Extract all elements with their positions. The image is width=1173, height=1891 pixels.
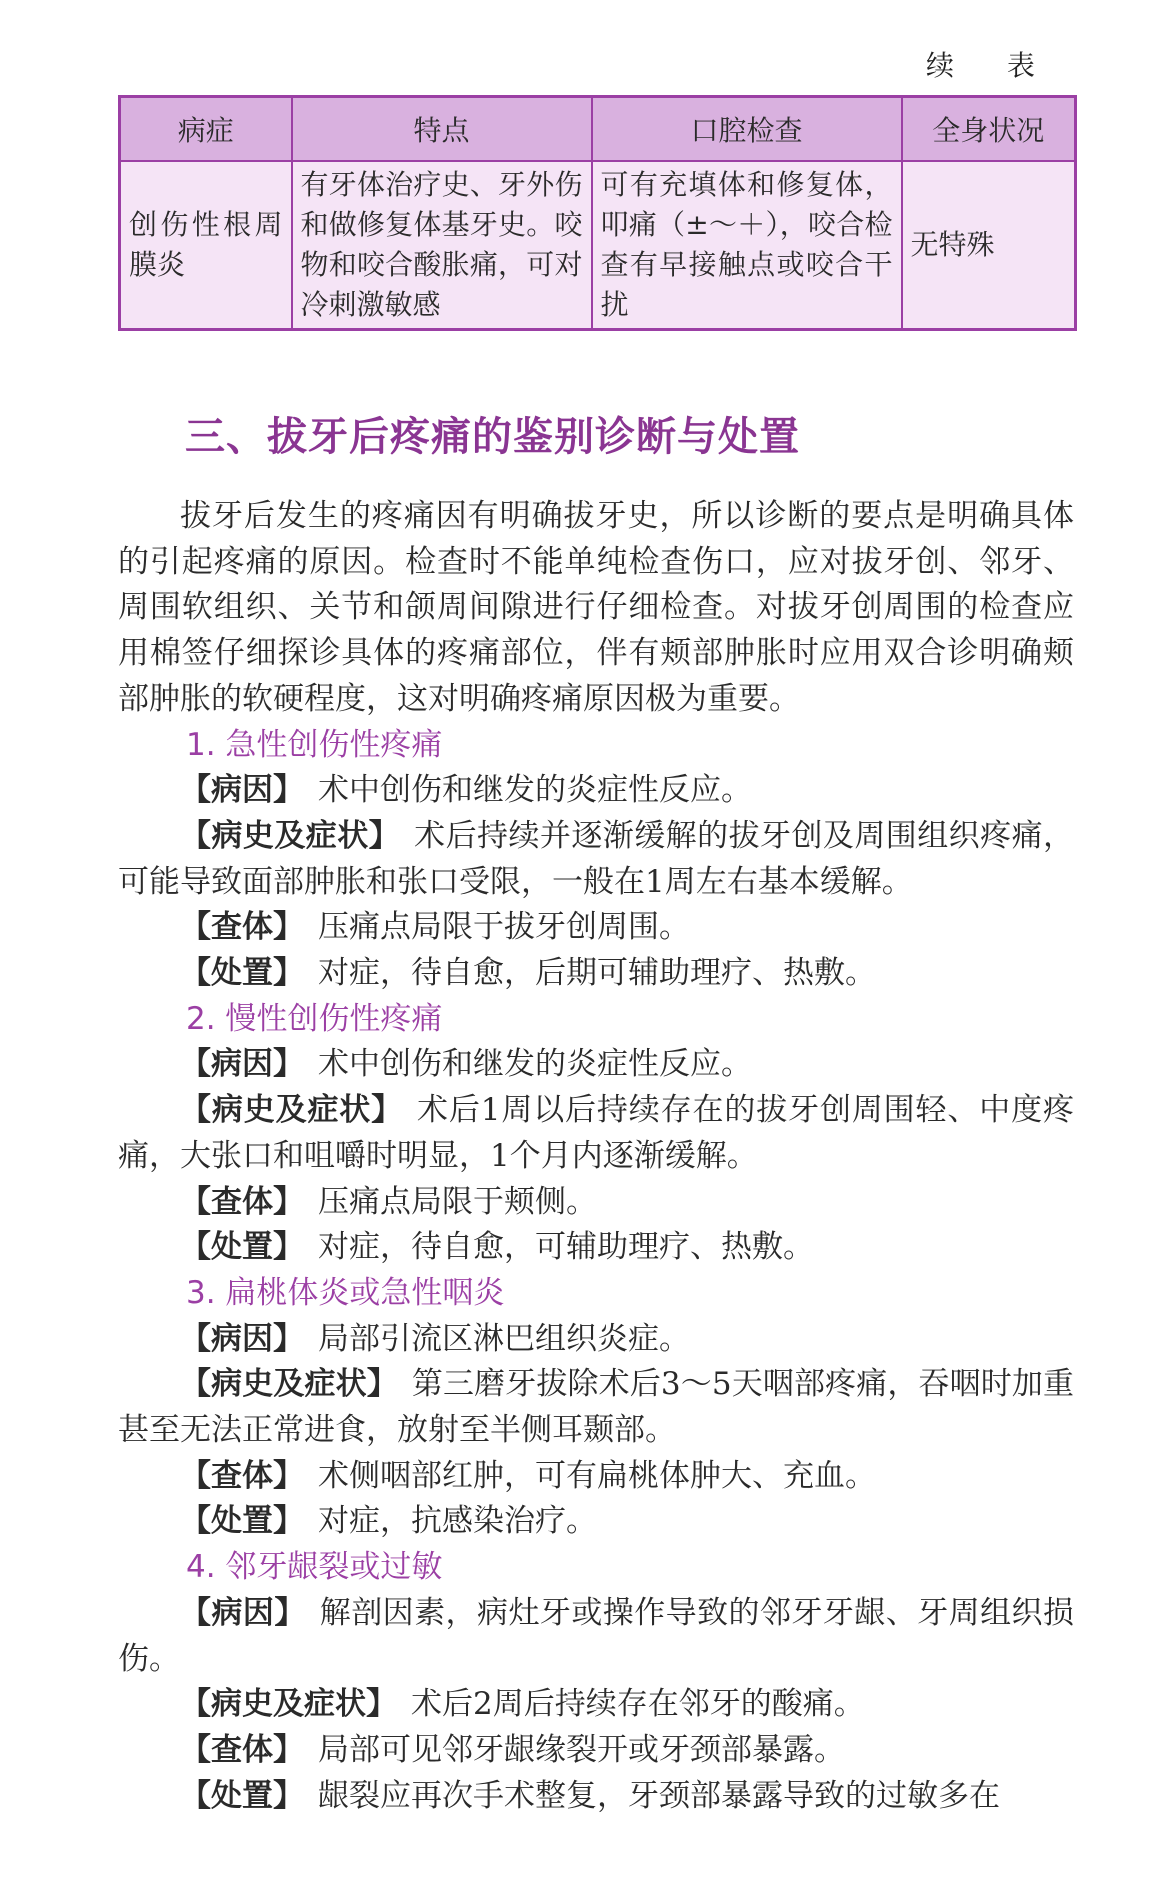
item-text: 局部引流区淋巴组织炎症。 (318, 1320, 690, 1357)
subsection-title: 3. 扁桃体炎或急性咽炎 (186, 1274, 505, 1311)
item-text: 压痛点局限于颊侧。 (318, 1183, 597, 1220)
header-systemic: 全身状况 (902, 97, 1076, 162)
subsection-title: 1. 急性创伤性疼痛 (186, 726, 443, 763)
item-text: 解剖因素，病灶牙或操作导致的邻牙牙龈、牙周组织损伤。 (118, 1594, 1075, 1677)
item-text: 术中创伤和继发的炎症性反应。 (318, 1046, 752, 1083)
cell-disease: 创伤性根周膜炎 (120, 161, 292, 330)
item-text: 对症，待自愈，后期可辅助理疗、热敷。 (318, 955, 876, 992)
item-text: 压痛点局限于拔牙创周围。 (318, 909, 690, 946)
list-item (118, 1454, 1074, 1500)
list-item (118, 1591, 1074, 1682)
list-item (118, 768, 1074, 814)
item-label: 【病因】 (180, 1320, 304, 1357)
list-item (118, 951, 1074, 997)
list-item (118, 1774, 1074, 1820)
item-text: 对症，抗感染治疗。 (318, 1503, 597, 1540)
list-item (118, 814, 1074, 905)
list-item (118, 1042, 1074, 1088)
item-label: 【病史及症状】 (180, 817, 401, 854)
item-text: 局部可见邻牙龈缘裂开或牙颈部暴露。 (318, 1731, 845, 1768)
subsection-title: 2. 慢性创伤性疼痛 (186, 1000, 443, 1037)
item-label: 【病因】 (180, 772, 304, 809)
item-text: 术后2周后持续存在邻牙的酸痛。 (411, 1686, 865, 1723)
item-label: 【处置】 (180, 1229, 304, 1266)
list-item (118, 1499, 1074, 1545)
item-label: 【病史及症状】 (180, 1686, 397, 1723)
item-label: 【查体】 (180, 1457, 304, 1494)
item-label: 【处置】 (180, 1777, 304, 1814)
item-label: 【查体】 (180, 1183, 304, 1220)
diagnosis-table (118, 95, 1077, 331)
item-label: 【病因】 (180, 1046, 304, 1083)
item-text: 术后1周以后持续存在的拔牙创周围轻、中度疼痛，大张口和咀嚼时明显，1个月内逐渐缓解。 (118, 1092, 1074, 1174)
section-body (118, 494, 1074, 1819)
item-label: 【处置】 (180, 955, 304, 992)
item-text: 术侧咽部红肿，可有扁桃体肿大、充血。 (318, 1457, 876, 1494)
section-heading: 三、拔牙后疼痛的鉴别诊断与处置 (185, 413, 800, 460)
item-text: 龈裂应再次手术整复，牙颈部暴露导致的过敏多在 (318, 1777, 1000, 1814)
item-text: 术后持续并逐渐缓解的拔牙创及周围组织疼痛，可能导致面部肿胀和张口受限，一般在1周左右基本缓解。 (118, 817, 1075, 900)
item-text: 第三磨牙拔除术后3～5天咽部疼痛，吞咽时加重甚至无法正常进食，放射至半侧耳颞部。 (118, 1366, 1074, 1449)
continued-table-label: 续 表 (926, 49, 1057, 82)
list-item (118, 1728, 1074, 1774)
list-item (118, 1088, 1074, 1179)
cell-features: 有牙体治疗史、牙外伤和做修复体基牙史。咬物和咬合酸胀痛，可对冷刺激敏感 (292, 161, 592, 330)
header-oral-exam: 口腔检查 (592, 97, 902, 162)
cell-systemic: 无特殊 (902, 161, 1076, 330)
item-text: 术中创伤和继发的炎症性反应。 (318, 772, 752, 809)
list-item (118, 1225, 1074, 1271)
item-label: 【病因】 (180, 1594, 306, 1631)
header-features: 特点 (292, 97, 592, 162)
header-disease: 病症 (120, 97, 292, 162)
intro-paragraph: 拔牙后发生的疼痛因有明确拔牙史，所以诊断的要点是明确具体的引起疼痛的原因。检查时不能单纯检查伤口，应对拔牙创、邻牙、周围软组织、关节和颌周间隙进行仔细检查。对拔牙创周围的检查应用棉签仔细探诊具体的疼痛部位，伴有颊部肿胀时应用双合诊明确颊部肿胀的软硬程度，这对明确疼痛原因极为重要。 (118, 498, 1074, 717)
cell-oral-exam: 可有充填体和修复体，叩痛（±～＋），咬合检查有早接触点或咬合干扰 (592, 161, 902, 330)
item-label: 【查体】 (180, 909, 304, 946)
list-item (118, 905, 1074, 951)
item-label: 【处置】 (180, 1503, 304, 1540)
item-text: 对症，待自愈，可辅助理疗、热敷。 (318, 1229, 814, 1266)
list-item (118, 1682, 1074, 1728)
list-item (118, 1317, 1074, 1363)
item-label: 【病史及症状】 (180, 1092, 404, 1129)
table-header-row (120, 97, 1076, 162)
item-label: 【病史及症状】 (180, 1366, 398, 1403)
table-row (120, 161, 1076, 330)
list-item (118, 1180, 1074, 1226)
list-item (118, 1362, 1074, 1453)
item-label: 【查体】 (180, 1731, 304, 1768)
subsection-title: 4. 邻牙龈裂或过敏 (186, 1549, 443, 1586)
